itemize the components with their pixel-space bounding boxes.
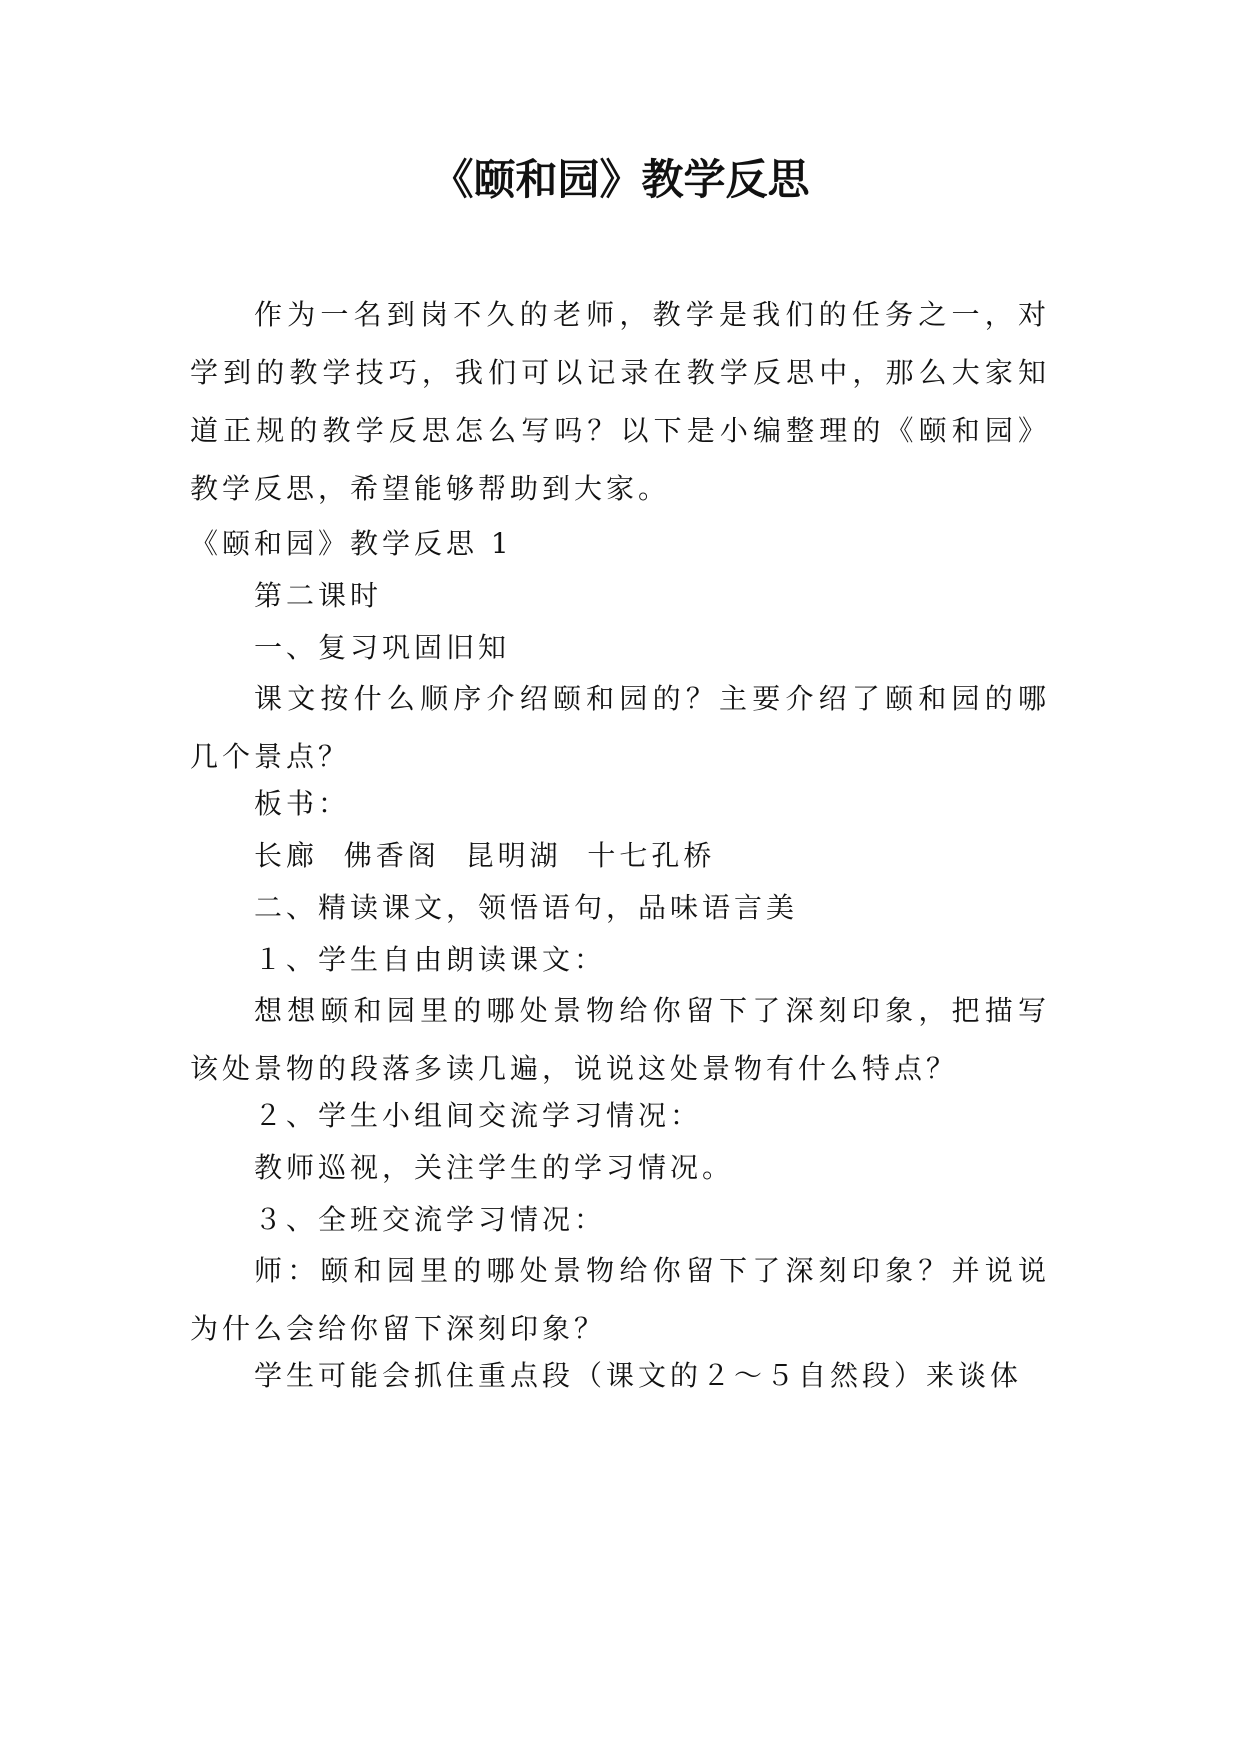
- lesson-label: 第二课时: [254, 579, 383, 612]
- part2-heading: 二、精读课文，领悟语句，品味语言美: [254, 891, 799, 924]
- board-items: 长廊 佛香阁 昆明湖 十七孔桥: [254, 839, 716, 872]
- part1-question: 课文按什么顺序介绍颐和园的？主要介绍了颐和园的哪几个景点？: [190, 682, 1050, 773]
- step2-heading: ２、学生小组间交流学习情况：: [254, 1099, 703, 1132]
- teacher-question: 师：颐和园里的哪处景物给你留下了深刻印象？并说说为什么会给你留下深刻印象？: [190, 1254, 1050, 1345]
- step1-detail: 想想颐和园里的哪处景物给你留下了深刻印象，把描写该处景物的段落多读几遍，说说这处景物有什么特点？: [190, 994, 1050, 1085]
- intro-paragraph: 作为一名到岗不久的老师，教学是我们的任务之一，对学到的教学技巧，我们可以记录在教学反思中，那么大家知道正规的教学反思怎么写吗？以下是小编整理的《颐和园》教学反思，希望能够帮助到大家。: [190, 298, 1050, 505]
- step3-heading: ３、全班交流学习情况：: [254, 1203, 607, 1236]
- step1-heading: １、学生自由朗读课文：: [254, 943, 607, 976]
- last-line: 学生可能会抓住重点段（课文的２～５自然段）来谈体: [254, 1359, 1023, 1392]
- section-heading: 《颐和园》教学反思 1: [190, 527, 513, 560]
- part1-heading: 一、复习巩固旧知: [254, 631, 511, 664]
- board-label: 板书：: [254, 787, 351, 820]
- document-title: 《颐和园》教学反思: [431, 155, 810, 204]
- step2-detail: 教师巡视，关注学生的学习情况。: [254, 1151, 735, 1184]
